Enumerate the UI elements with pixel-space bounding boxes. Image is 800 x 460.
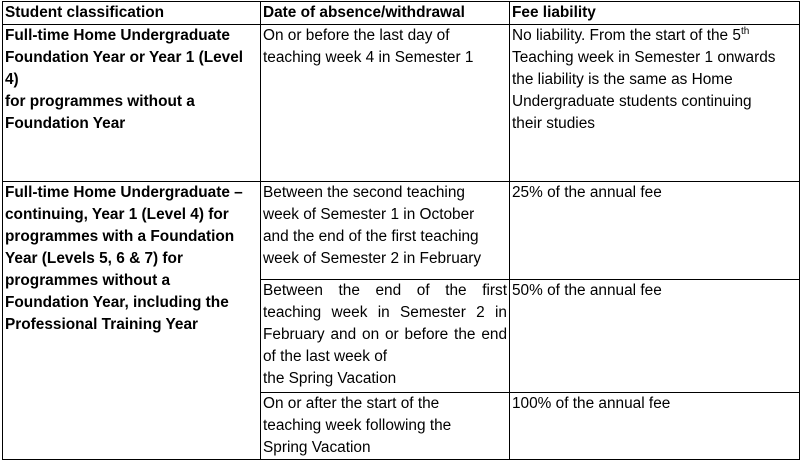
fee-cell bbox=[510, 280, 800, 393]
header-student-classification: Student classification bbox=[3, 2, 261, 25]
date-text: Between the end of the first teaching week in Semester 2 in February and on or before the end of the last week of the Spring Vacation bbox=[263, 282, 507, 387]
classification-text: Full-time Home Undergraduate Foundation Year or Year 1 (Level 4) for programmes without a Foundation Year bbox=[5, 27, 244, 132]
date-cell bbox=[261, 280, 510, 393]
date-cell bbox=[261, 393, 510, 460]
fee-liability-table bbox=[2, 1, 800, 460]
fee-cell bbox=[510, 25, 800, 182]
fee-text-part2: Teaching week in Semester 1 onwards the liability is the same as Home Undergraduate students continuing their studies bbox=[512, 49, 776, 132]
header-row bbox=[3, 2, 800, 25]
classification-cell bbox=[3, 25, 261, 182]
date-text: On or after the start of the teaching week following the Spring Vacation bbox=[263, 395, 452, 456]
fee-cell bbox=[510, 393, 800, 460]
date-cell bbox=[261, 182, 510, 280]
fee-text-part1: No liability. From the start of the 5 bbox=[512, 27, 741, 44]
classification-cell bbox=[3, 182, 261, 460]
header-date-of-absence: Date of absence/withdrawal bbox=[261, 2, 510, 25]
date-cell bbox=[261, 25, 510, 182]
fee-text bbox=[512, 25, 797, 135]
date-text: Between the second teaching week of Semester 1 in October and the end of the first teaching week of Semester 2 in February bbox=[263, 184, 482, 267]
fee-text: 25% of the annual fee bbox=[512, 184, 662, 201]
header-fee-liability: Fee liability bbox=[510, 2, 800, 25]
table-row bbox=[3, 25, 800, 182]
ordinal-suffix: th bbox=[740, 26, 750, 37]
date-text: On or before the last day of teaching week 4 in Semester 1 bbox=[263, 27, 474, 66]
table-row bbox=[3, 182, 800, 280]
fee-text: 50% of the annual fee bbox=[512, 282, 662, 299]
classification-text: Full-time Home Undergraduate – continuing, Year 1 (Level 4) for programmes with a Foundation Year (Levels 5, 6 & 7) for programmes without a Foundation Year, including the Professional Training Year bbox=[5, 184, 243, 333]
fee-cell bbox=[510, 182, 800, 280]
fee-text: 100% of the annual fee bbox=[512, 395, 671, 412]
